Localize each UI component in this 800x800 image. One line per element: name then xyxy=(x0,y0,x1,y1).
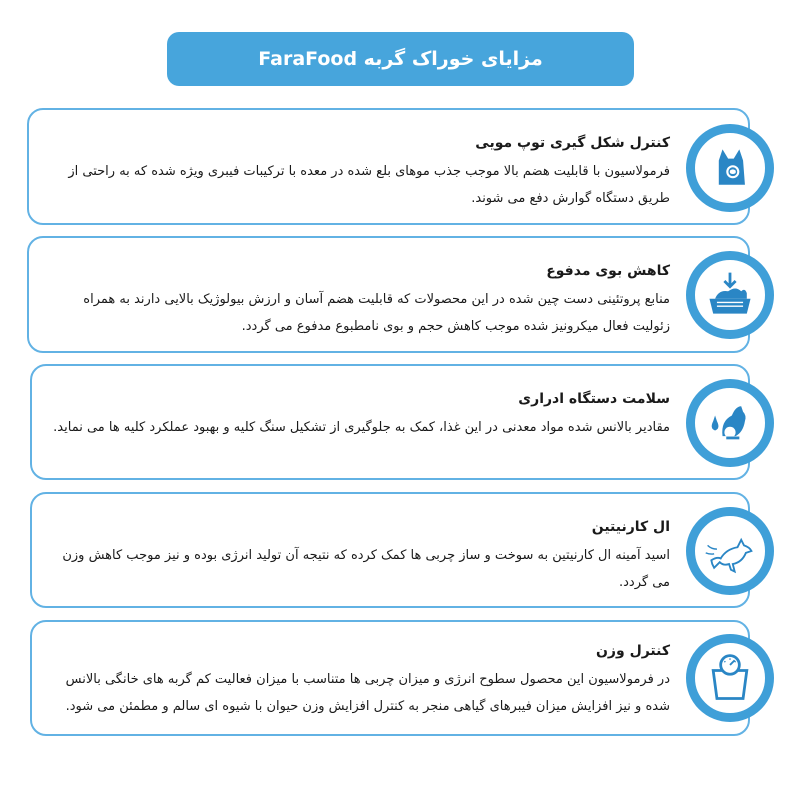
weight-scale-icon xyxy=(686,634,774,722)
cat-jump-icon xyxy=(686,507,774,595)
cat-hairball-icon xyxy=(686,124,774,212)
feature-card-weight xyxy=(30,620,750,736)
feature-heading: ال کارنیتین xyxy=(591,519,670,535)
feature-text: مقادیر بالانس شده مواد معدنی در این غذا، کمک به جلوگیری از تشکیل سنگ کلیه و بهبود عملکرد کلیه ها می نماید. xyxy=(53,420,670,435)
litter-box-icon xyxy=(686,251,774,339)
feature-heading: کنترل شکل گیری توپ مویی xyxy=(475,135,670,151)
feature-text: منابع پروتئینی دست چین شده در این محصولات که قابلیت هضم آسان و ارزش بیولوژیک بالایی دارند به همراه زئولیت فعال میکرونیز شده موجب کاهش حجم و بوی نامطبوع مدفوع می گردد. xyxy=(83,292,670,334)
feature-text: در فرمولاسیون این محصول سطوح انرژی و میزان چربی ها متناسب با میزان فعالیت کم گربه های خانگی بالانس شده و نیز افزایش میزان فیبرهای گیاهی منجر به کنترل افزایش وزن حیوان با شیوه ای سالم و مطمئن می شود. xyxy=(65,672,670,714)
feature-text: فرمولاسیون با قابلیت هضم بالا موجب جذب موهای بلع شده در معده با ترکیبات فیبری ویژه شده که به راحتی از طریق دستگاه گوارش دفع می شوند. xyxy=(68,164,670,206)
feature-card-odor xyxy=(27,236,750,353)
feature-card-urinary xyxy=(30,364,750,480)
cat-urinary-icon xyxy=(686,379,774,467)
feature-text: اسید آمینه ال کارنیتین به سوخت و ساز چربی ها کمک کرده که نتیجه آن تولید انرژی بوده و نیز موجب کاهش وزن می گردد. xyxy=(62,548,670,590)
page-title-text: مزایای خوراک گربه FaraFood xyxy=(258,48,543,70)
feature-heading: کنترل وزن xyxy=(595,643,670,659)
page-title xyxy=(167,32,634,86)
feature-heading: سلامت دستگاه ادراری xyxy=(518,391,670,407)
feature-card-carnitine xyxy=(30,492,750,608)
feature-heading: کاهش بوی مدفوع xyxy=(546,263,670,279)
feature-card-hairball xyxy=(27,108,750,225)
